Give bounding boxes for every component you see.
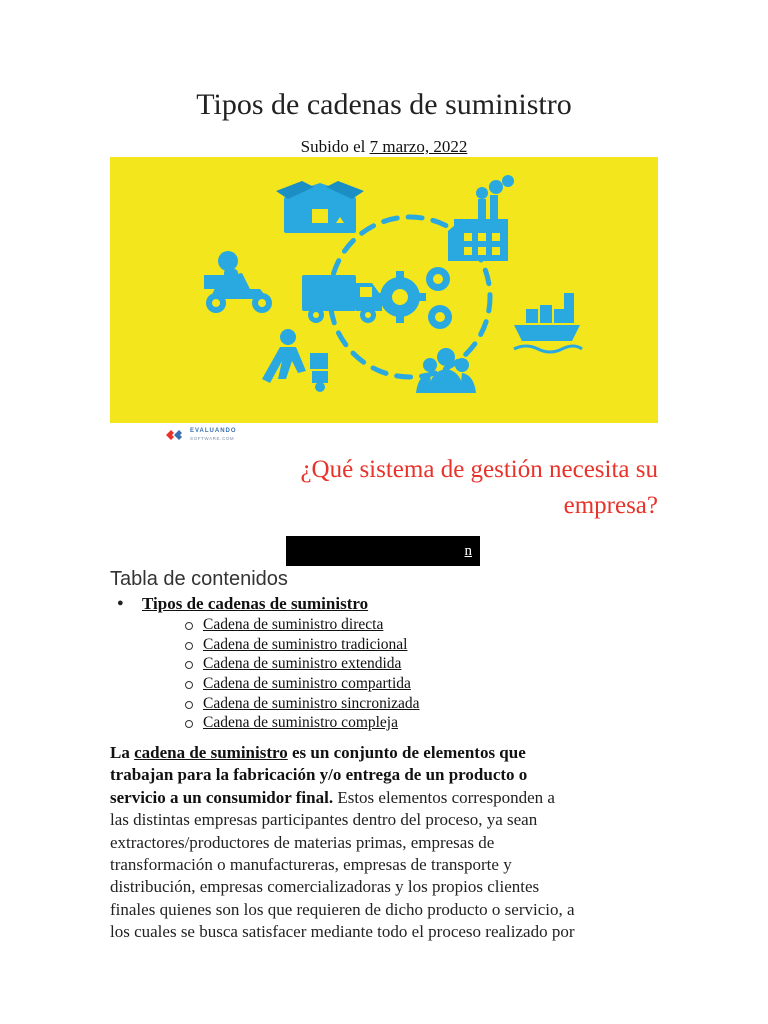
upload-date-prefix: Subido el: [300, 137, 366, 156]
body-line-7: distribución, empresas comercializadoras y los propios clientes: [110, 877, 540, 897]
factory-icon: [448, 175, 514, 261]
cta-button-label: n: [464, 543, 472, 559]
supply-chain-link[interactable]: cadena de suministro: [134, 743, 288, 762]
body-line-8: finales quienes son los que requieren de dicho producto o servicio, a: [110, 899, 575, 919]
circle-bullet-icon: [185, 701, 193, 709]
promo-line-2: empresa?: [563, 492, 658, 519]
body-line-5: extractores/productores de materias primas, empresas de: [110, 832, 495, 852]
circle-bullet-icon: [185, 622, 193, 630]
page-title: Tipos de cadenas de suministro: [196, 88, 572, 121]
worker-handtruck-icon: [262, 329, 328, 392]
toc-link-tradicional[interactable]: Cadena de suministro tradicional: [203, 636, 408, 653]
circle-bullet-icon: [185, 661, 193, 669]
promo-line-1: ¿Qué sistema de gestión necesita su: [300, 456, 658, 483]
circle-bullet-icon: [185, 681, 193, 689]
body-line-1: La cadena de suministro es un conjunto de elementos que: [110, 743, 526, 762]
article-body: [110, 742, 662, 944]
brand-logo: [166, 428, 237, 442]
toc-link-compleja[interactable]: Cadena de suministro compleja: [203, 714, 398, 731]
upload-date-link[interactable]: 7 marzo, 2022: [369, 137, 468, 156]
cargo-ship-icon: [514, 293, 582, 352]
toc-link-directa[interactable]: Cadena de suministro directa: [203, 616, 384, 633]
body-line-4: las distintas empresas participantes dentro del proceso, ya sean: [110, 810, 538, 830]
gears-icon: [374, 267, 452, 329]
toc-link-compartida[interactable]: Cadena de suministro compartida: [203, 675, 411, 692]
body-line-2: trabajan para la fabricación y/o entrega de un producto o: [110, 765, 528, 785]
body-line-6: transformación o manufactureras, empresas de transporte y: [110, 855, 512, 875]
circle-bullet-icon: [185, 642, 193, 650]
bullet-icon: ●: [117, 597, 124, 609]
cta-button[interactable]: [286, 536, 480, 566]
upload-date-line: [0, 137, 768, 157]
box-icon: [276, 181, 364, 233]
toc-link-main[interactable]: Tipos de cadenas de suministro: [142, 594, 369, 613]
hero-banner-image: [110, 157, 658, 423]
supply-chain-illustration: [110, 157, 658, 423]
truck-icon: [302, 275, 382, 323]
brand-sub: SOFTWARE.COM: [190, 436, 235, 441]
circle-bullet-icon: [185, 720, 193, 728]
body-line-3: servicio a un consumidor final. Estos elementos corresponden a: [110, 787, 555, 807]
delivery-scooter-icon: [204, 251, 272, 313]
toc-heading: Tabla de contenidos: [110, 568, 288, 590]
body-line-9: los cuales se busca satisfacer mediante todo el proceso realizado por: [110, 922, 575, 942]
brand-logo-icon: [166, 429, 186, 441]
toc-link-sincronizada[interactable]: Cadena de suministro sincronizada: [203, 695, 420, 712]
toc-link-extendida[interactable]: Cadena de suministro extendida: [203, 655, 402, 672]
promo-heading: [150, 452, 658, 524]
brand-name: EVALUANDO SOFTWARE.COM: [190, 428, 237, 441]
